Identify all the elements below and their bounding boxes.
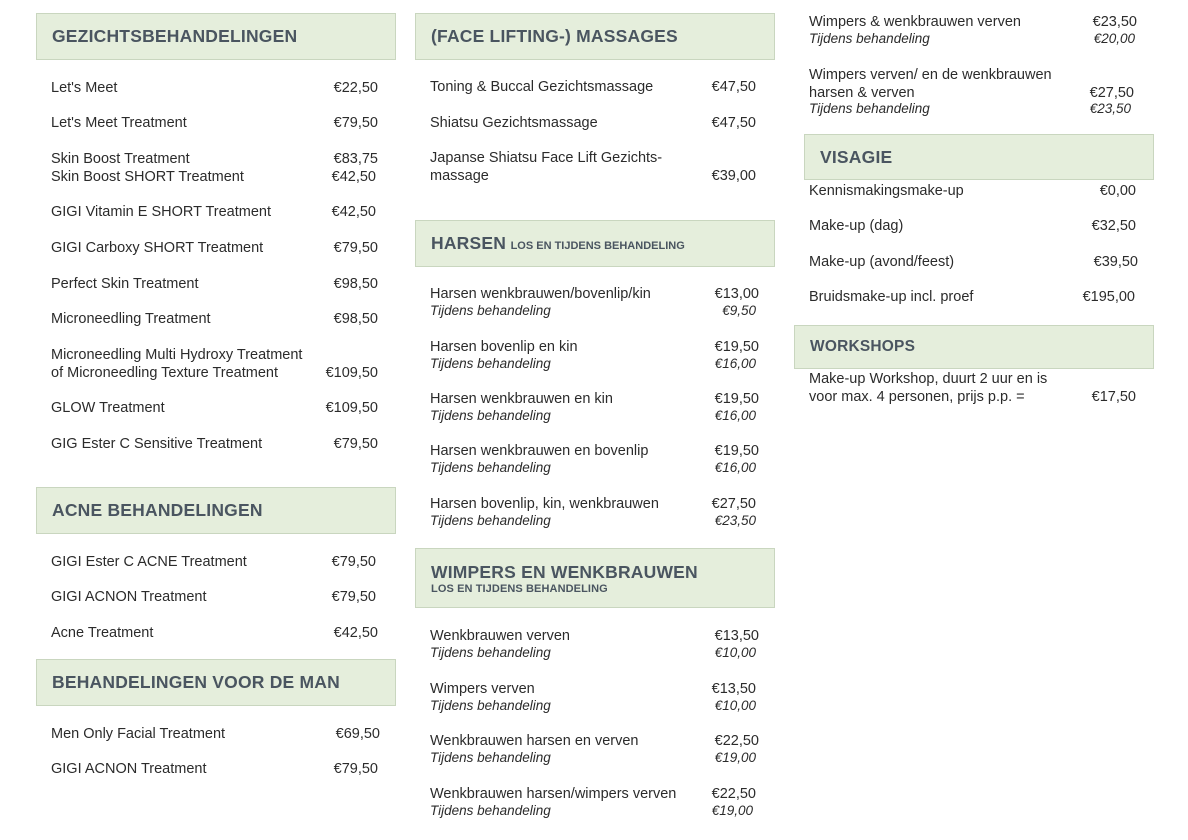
item-name: GIGI Vitamin E SHORT Treatment xyxy=(51,204,271,220)
section-header-workshops xyxy=(794,325,1154,369)
item-price: €27,50 xyxy=(1089,85,1134,101)
section-title: BEHANDELINGEN VOOR DE MAN xyxy=(52,672,340,692)
item-name: Perfect Skin Treatment xyxy=(51,276,199,292)
item-name: Skin Boost Treatment xyxy=(51,151,190,167)
item-name: Harsen wenkbrauwen en bovenlip xyxy=(430,443,649,459)
item-name: Wenkbrauwen harsen/wimpers verven xyxy=(430,786,677,802)
item-sub: Tijdens behandeling xyxy=(809,101,930,116)
item-name: Wenkbrauwen verven xyxy=(430,628,570,644)
item-price: €47,50 xyxy=(711,115,756,131)
section-title: WIMPERS EN WENKBRAUWEN xyxy=(431,561,698,582)
item-price: €19,50 xyxy=(714,391,759,407)
item-name-line2: of Microneedling Texture Treatment xyxy=(51,365,279,381)
section-subtitle: LOS EN TIJDENS BEHANDELING xyxy=(510,240,685,252)
item-price: €83,75 xyxy=(333,151,378,167)
section-title: HARSEN xyxy=(431,233,507,253)
section-title: VISAGIE xyxy=(820,146,893,167)
item-price: €19,50 xyxy=(714,443,759,459)
section-title: ACNE BEHANDELINGEN xyxy=(52,500,263,520)
item-name: Japanse Shiatsu Face Lift Gezichts- xyxy=(430,150,663,166)
item-name-line2: massage xyxy=(430,168,489,184)
item-price: €23,50 xyxy=(1092,14,1137,30)
item-name: GIGI ACNON Treatment xyxy=(51,589,207,605)
item-name: Shiatsu Gezichtsmassage xyxy=(430,115,598,131)
item-sub: Tijdens behandeling xyxy=(430,698,551,713)
item-name: Toning & Buccal Gezichtsmassage xyxy=(430,79,654,95)
section-header-acne xyxy=(36,487,396,534)
item-name-line2: voor max. 4 personen, prijs p.p. = xyxy=(809,389,1025,405)
item-sub: Tijdens behandeling xyxy=(809,31,930,46)
item-name: Harsen bovenlip, kin, wenkbrauwen xyxy=(430,496,659,512)
item-sub: Tijdens behandeling xyxy=(430,645,551,660)
item-price: €79,50 xyxy=(331,554,376,570)
item-price: €109,50 xyxy=(325,400,378,416)
item-price: €32,50 xyxy=(1091,218,1136,234)
item-sub: Tijdens behandeling xyxy=(430,513,551,528)
section-header-massages xyxy=(415,13,775,60)
item-name: Harsen wenkbrauwen en kin xyxy=(430,391,613,407)
item-price: €79,50 xyxy=(333,436,378,452)
item-sub: Tijdens behandeling xyxy=(430,408,551,423)
item-price: €13,50 xyxy=(714,628,759,644)
item-sub-price: €10,00 xyxy=(714,698,756,713)
item-sub-price: €23,50 xyxy=(714,513,756,528)
item-name: Make-up (dag) xyxy=(809,218,904,234)
item-price: €13,00 xyxy=(714,286,759,302)
item-name: Harsen wenkbrauwen/bovenlip/kin xyxy=(430,286,651,302)
item-sub: Tijdens behandeling xyxy=(430,750,551,765)
item-price: €79,50 xyxy=(333,761,378,777)
item-sub-price: €19,00 xyxy=(711,803,753,818)
item-name: Let's Meet Treatment xyxy=(51,115,187,131)
item-price: €0,00 xyxy=(1099,183,1136,199)
item-sub: Tijdens behandeling xyxy=(430,803,551,818)
item-name: Acne Treatment xyxy=(51,625,154,641)
item-price: €39,00 xyxy=(711,168,756,184)
section-header-harsen xyxy=(415,220,775,267)
item-name: Harsen bovenlip en kin xyxy=(430,339,578,355)
item-sub-price: €10,00 xyxy=(714,645,756,660)
section-title: GEZICHTSBEHANDELINGEN xyxy=(52,26,298,46)
item-name: Microneedling Multi Hydroxy Treatment xyxy=(51,347,303,363)
item-name: Wimpers verven/ en de wenkbrauwen xyxy=(809,67,1052,83)
item-name: GIGI ACNON Treatment xyxy=(51,761,207,777)
item-price: €22,50 xyxy=(333,80,378,96)
item-price: €27,50 xyxy=(711,496,756,512)
item-name: Make-up Workshop, duurt 2 uur en is xyxy=(809,371,1048,387)
item-price: €98,50 xyxy=(333,276,378,292)
item-price: €17,50 xyxy=(1091,389,1136,405)
section-title: WORKSHOPS xyxy=(810,338,916,355)
item-price: €42,50 xyxy=(331,169,376,185)
section-header-man xyxy=(36,659,396,706)
item-sub-price: €9,50 xyxy=(722,303,756,318)
item-name: Microneedling Treatment xyxy=(51,311,211,327)
item-name: Wimpers & wenkbrauwen verven xyxy=(809,14,1021,30)
item-sub: Tijdens behandeling xyxy=(430,356,551,371)
section-subtitle: LOS EN TIJDENS BEHANDELING xyxy=(431,582,608,595)
item-name: Wenkbrauwen harsen en verven xyxy=(430,733,639,749)
item-sub-price: €20,00 xyxy=(1093,31,1135,46)
item-sub-price: €16,00 xyxy=(714,408,756,423)
item-price: €98,50 xyxy=(333,311,378,327)
item-name: Wimpers verven xyxy=(430,681,535,697)
item-price: €47,50 xyxy=(711,79,756,95)
item-sub-price: €19,00 xyxy=(714,750,756,765)
item-name: GIG Ester C Sensitive Treatment xyxy=(51,436,263,452)
item-name: Make-up (avond/feest) xyxy=(809,254,955,270)
item-price: €22,50 xyxy=(711,786,756,802)
item-price: €22,50 xyxy=(714,733,759,749)
section-title: (FACE LIFTING-) MASSAGES xyxy=(431,26,678,46)
item-name: Kennismakingsmake-up xyxy=(809,183,964,199)
item-price: €13,50 xyxy=(711,681,756,697)
item-name: Let's Meet xyxy=(51,80,118,96)
item-price: €19,50 xyxy=(714,339,759,355)
item-name: GIGI Ester C ACNE Treatment xyxy=(51,554,247,570)
item-price: €42,50 xyxy=(331,204,376,220)
item-price: €79,50 xyxy=(333,115,378,131)
item-sub-price: €16,00 xyxy=(714,356,756,371)
item-name: Men Only Facial Treatment xyxy=(51,726,226,742)
item-name: Bruidsmake-up incl. proef xyxy=(809,289,974,305)
item-price: €109,50 xyxy=(325,365,378,381)
item-name: Skin Boost SHORT Treatment xyxy=(51,169,244,185)
item-sub: Tijdens behandeling xyxy=(430,303,551,318)
item-sub-price: €23,50 xyxy=(1089,101,1131,116)
section-header-visagie xyxy=(804,134,1154,180)
item-name: GIGI Carboxy SHORT Treatment xyxy=(51,240,264,256)
item-sub: Tijdens behandeling xyxy=(430,460,551,475)
item-price: €195,00 xyxy=(1082,289,1135,305)
section-header-wimpers xyxy=(415,548,775,608)
item-price: €79,50 xyxy=(333,240,378,256)
section-header-gezichtsbehandelingen xyxy=(36,13,396,60)
item-name-line2: harsen & verven xyxy=(809,85,915,101)
item-name: GLOW Treatment xyxy=(51,400,165,416)
item-price: €79,50 xyxy=(331,589,376,605)
item-price: €39,50 xyxy=(1093,254,1138,270)
item-price: €42,50 xyxy=(333,625,378,641)
item-sub-price: €16,00 xyxy=(714,460,756,475)
item-price: €69,50 xyxy=(335,726,380,742)
